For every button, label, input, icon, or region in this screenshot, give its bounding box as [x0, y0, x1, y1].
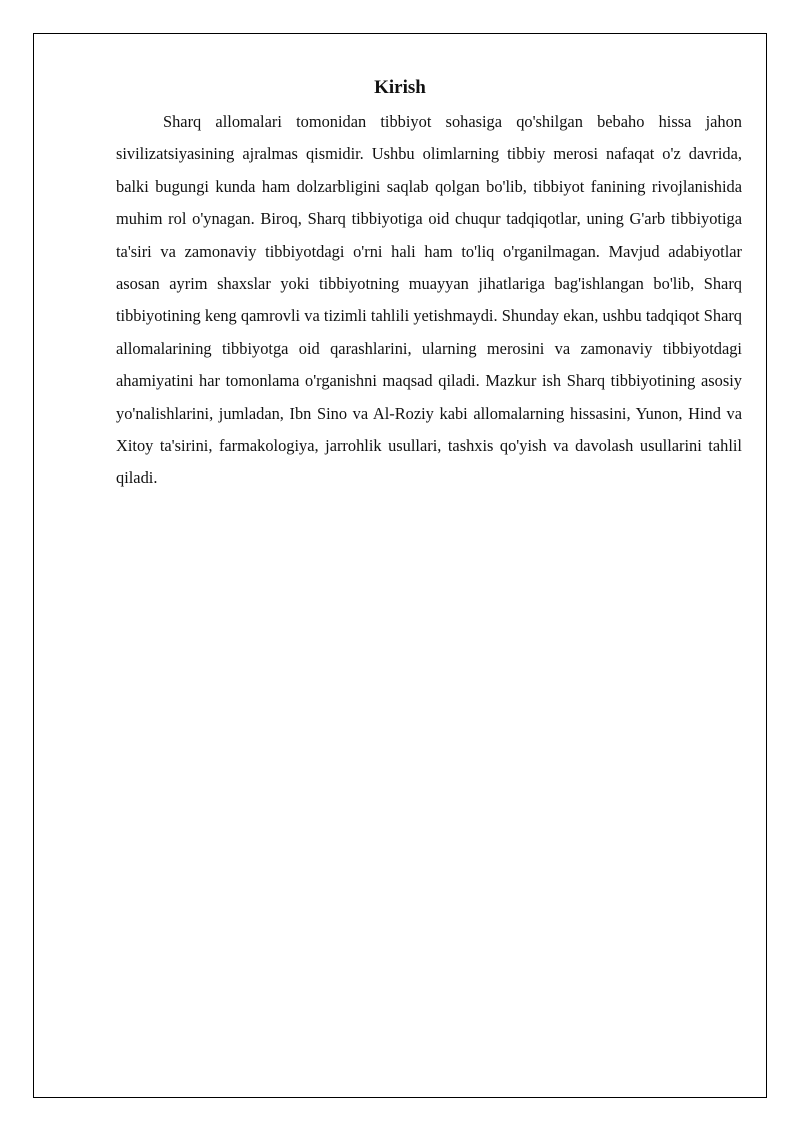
section-heading: Kirish [374, 77, 426, 98]
intro-paragraph: Sharq allomalari tomonidan tibbiyot sohasiga qo'shilgan bebaho hissa jahon sivilizatsiyasining ajralmas qismidir. Ushbu olimlarning tibbiy merosi nafaqat o'z davrida, balki bugungi kunda ham dolzarbligini saqlab qolgan bo'lib, tibbiyot fanining rivojlanishida muhim rol o'ynagan. Biroq, Sharq tibbiyotiga oid chuqur tadqiqotlar, uning G'arb tibbiyotiga ta'siri va zamonaviy tibbiyotdagi o'rni hali ham to'liq o'rganilmagan. Mavjud adabiyotlar asosan ayrim shaxslar yoki tibbiyotning muayyan jihatlariga bag'ishlangan bo'lib, Sharq tibbiyotining keng qamrovli va tizimli tahlili yetishmaydi. Shunday ekan, ushbu tadqiqot Sharq allomalarining tibbiyotga oid qarashlarini, ularning merosini va zamonaviy tibbiyotdagi ahamiyatini har tomonlama o'rganishni maqsad qiladi. Mazkur ish Sharq tibbiyotining asosiy yo'nalishlarini, jumladan, Ibn Sino va Al-Roziy kabi allomalarning hissasini, Yunon, Hind va Xitoy ta'sirini, farmakologiya, jarrohlik usullari, tashxis qo'yish va davolash usullarini tahlil qiladi. [116, 112, 742, 488]
